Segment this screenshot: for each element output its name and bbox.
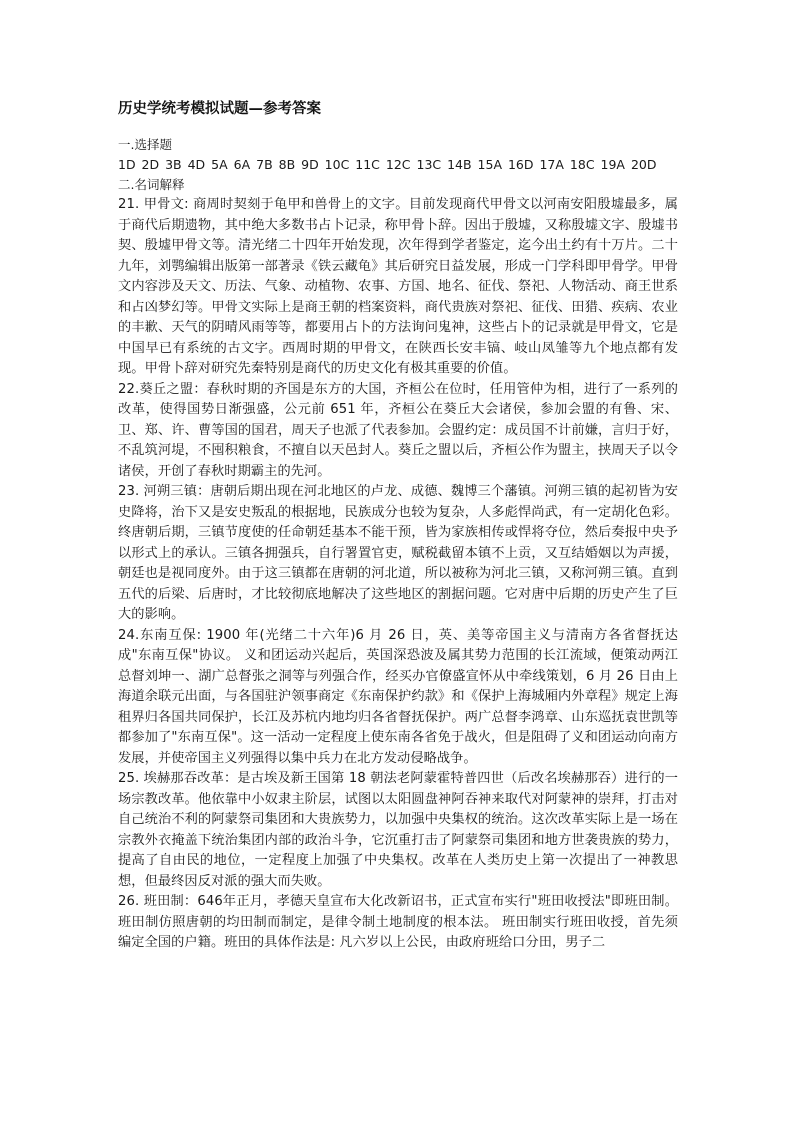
term-entry-24: 24.东南互保: 1900 年(光绪二十六年)6 月 26 日，英、美等帝国主义与清南方各省督抚达成"东南互保"协议。 义和团运动兴起后，英国深恐波及属其势力范围的长江流域，便策动两江总督刘坤一、湖广总督张之洞等与列强合作，经买办官僚盛宣怀从中牵线策划，6 月 26 日由上海道余联元出面，与各国驻沪领事商定《东南保护约款》和《保护上海城厢内外章程》规定上海租界归各国共同保护，长江及苏杭内地均归各省督抚保护。两广总督李鸿章、山东巡抚袁世凯等都参加了"东南互保"。这一活动一定程度上使东南各省免于战火，但是阻碍了义和团运动向南方发展，并使帝国主义列强得以集中兵力在北方发动侵略战争。 — [118, 627, 678, 766]
section-heading-choice: 一.选择题 — [118, 137, 172, 152]
term-entry-21: 21. 甲骨文: 商周时契刻于龟甲和兽骨上的文字。目前发现商代甲骨文以河南安阳殷墟最多，属于商代后期遗物，其中绝大多数书占卜记录，称甲骨卜辞。因出于殷墟，又称殷墟文字、殷墟书契、殷墟甲骨文等。清光绪二十四年开始发现，次年得到学者鉴定，迄今出土约有十万片。二十九年，刘鹗编辑出版第一部著录《铁云藏龟》其后研究日益发展，形成一门学科即甲骨学。甲骨文内容涉及天文、历法、气象、动植物、农事、方国、地名、征伐、祭祀、人物活动、商王世系和占凶梦幻等。甲骨文实际上是商王朝的档案资料，商代贵族对祭祀、征伐、田猎、疾病、农业的丰歉、天气的阴晴风雨等等，都要用占卜的方法询问鬼神，这些占卜的记录就是甲骨文，它是中国早已有系统的古文字。西周时期的甲骨文，在陕西长安丰镐、岐山凤雏等九个地点都有发现。甲骨卜辞对研究先秦特别是商代的历史文化有极其重要的价值。 — [118, 197, 678, 376]
section-heading-terms: 二.名词解释 — [118, 177, 185, 192]
term-entry-25: 25. 埃赫那吞改革：是古埃及新王国第 18 朝法老阿蒙霍特普四世（后改名埃赫那吞）进行的一场宗教改革。他依靠中小奴隶主阶层，试图以太阳圆盘神阿吞神来取代对阿蒙神的崇拜，打击对自己统治不利的阿蒙祭司集团和大贵族势力，以加强中央集权的统治。这次改革实际上是一场在宗教外衣掩盖下统治集团内部的政治斗争，它沉重打击了阿蒙祭司集团和地方世袭贵族的势力，提高了自由民的地位，一定程度上加强了中央集权。改革在人类历史上第一次提出了一神教思想，但最终因反对派的强大而失败。 — [118, 771, 678, 889]
term-entry-22: 22.葵丘之盟：春秋时期的齐国是东方的大国，齐桓公在位时，任用管仲为相，进行了一系列的改革，使得国势日渐强盛，公元前 651 年，齐桓公在葵丘大会诸侯，参加会盟的有鲁、宋、卫、郑、许、曹等国的国君，周天子也派了代表参加。会盟约定：成员国不计前嫌，言归于好，不乱筑河堤，不囤积粮食，不擅自以天邑封人。葵丘之盟以后，齐桓公作为盟主，挟周天子以令诸侯，开创了春秋时期霸主的先河。 — [118, 381, 678, 479]
answer-key: 1D 2D 3B 4D 5A 6A 7B 8B 9D 10C 11C 12C 13C 14B 15A 16D 17A 18C 19A 20D — [118, 157, 657, 172]
term-entry-26: 26. 班田制：646年正月，孝德天皇宣布大化改新诏书，正式宣布实行"班田收授法"即班田制。班田制仿照唐朝的均田制而制定，是律令制土地制度的根本法。 班田制实行班田收授，首先须编定全国的户籍。班田的具体作法是: 凡六岁以上公民，由政府班给口分田，男子二 — [118, 894, 678, 950]
term-entry-23: 23. 河朔三镇：唐朝后期出现在河北地区的卢龙、成德、魏博三个藩镇。河朔三镇的起初皆为安史降将，治下又是安史叛乱的根据地，民族成分也较为复杂，人多彪悍尚武，有一定胡化色彩。终唐朝后期，三镇节度使的任命朝廷基本不能干预，皆为家族相传或悍将夺位，然后奏报中央予以形式上的承认。三镇各拥强兵，自行署置官吏，赋税截留本镇不上贡，又互结婚姻以为声援，朝廷也是视同度外。由于这三镇都在唐朝的河北道，所以被称为河北三镇，又称河朔三镇。直到五代的后梁、后唐时，才比较彻底地解决了这些地区的割据问题。它对唐中后期的历史产生了巨大的影响。 — [118, 484, 678, 622]
document-title: 历史学统考模拟试题—参考答案 — [118, 101, 321, 117]
document-body — [118, 99, 678, 954]
